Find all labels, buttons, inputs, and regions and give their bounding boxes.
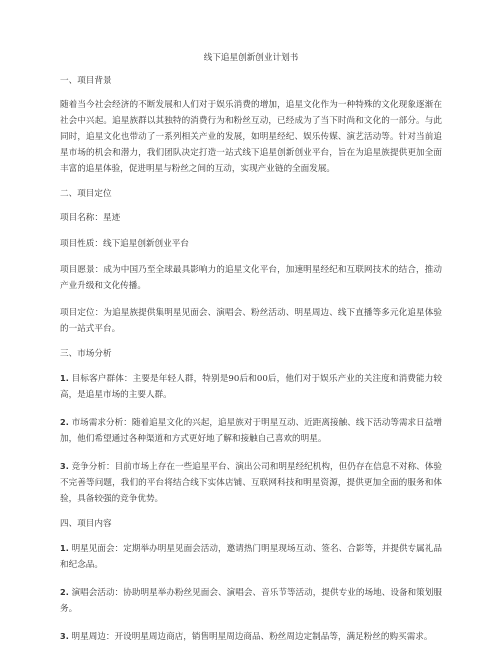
project-position-paragraph: 项目定位：为追星族提供集明星见面会、演唱会、粉丝活动、明星周边、线下直播等多元化追星体验的一站式平台。 (60, 308, 442, 334)
section-heading-market: 三、市场分析 (60, 349, 112, 359)
list-text: 目标客户群体：主要是年轻人群，特别是90后和00后，他们对于娱乐产业的关注度和消费能力较高，是追星市场的主要人群。 (60, 374, 442, 400)
market-item (60, 458, 442, 507)
background-paragraph: 随着当今社会经济的不断发展和人们对于娱乐消费的增加，追星文化作为一种特殊的文化现象逐渐在社会中兴起。追星族群以其独特的消费行为和粉丝互动，已经成为了当下时尚和文化的一部分。与此同时，追星文化也带动了一系列相关产业的发展，如明星经纪、娱乐传媒、演艺活动等。针对当前追星市场的机会和潜力，我们团队决定打造一站式线下追星创新创业平台，旨在为追星族提供更加全面丰富的追星体验，促进明星与粉丝之间的互动，实现产业链的全面发展。 (60, 100, 442, 174)
project-nature-line: 项目性质：线下追星创新创业平台 (60, 239, 189, 249)
list-text: 市场需求分析：随着追星文化的兴起，追星族对于明星互动、近距离接触、线下活动等需求日益增加，他们希望通过各种渠道和方式更好地了解和接触自己喜欢的明星。 (60, 418, 442, 444)
list-number: 1. (60, 373, 69, 383)
market-item (60, 370, 442, 403)
list-number: 2. (60, 417, 69, 427)
list-number: 3. (60, 631, 69, 641)
section-heading-content: 四、项目内容 (60, 519, 112, 529)
content-item (60, 540, 442, 573)
section-heading-background: 一、项目背景 (60, 76, 112, 86)
content-item (60, 628, 442, 645)
list-text: 竞争分析：目前市场上存在一些追星平台、演出公司和明星经纪机构，但仍存在信息不对称、体验不完善等问题，我们的平台将结合线下实体店铺、互联网科技和明星资源，提供更加全面的服务和体验，具备较强的竞争优势。 (60, 462, 442, 504)
project-vision-paragraph: 项目愿景：成为中国乃至全球最具影响力的追星文化平台，加速明星经纪和互联网技术的结合，推动产业升级和文化传播。 (60, 265, 442, 291)
project-name-line: 项目名称：星迹 (60, 213, 121, 223)
list-number: 2. (60, 587, 69, 597)
section-heading-positioning: 二、项目定位 (60, 189, 112, 199)
list-text: 明星周边：开设明星周边商店，销售明星周边商品、粉丝周边定制品等，满足粉丝的购买需求。 (68, 632, 433, 642)
list-text: 演唱会活动：协助明星举办粉丝见面会、演唱会、音乐节等活动，提供专业的场地、设备和策划服务。 (60, 588, 442, 614)
content-item (60, 584, 442, 617)
list-text: 明星见面会：定期举办明星见面会活动，邀请热门明星现场互动、签名、合影等，并提供专属礼品和纪念品。 (60, 544, 442, 570)
document-title: 线下追星创新创业计划书 (203, 53, 299, 63)
list-number: 3. (60, 461, 69, 471)
market-item (60, 414, 442, 447)
list-number: 1. (60, 543, 69, 553)
